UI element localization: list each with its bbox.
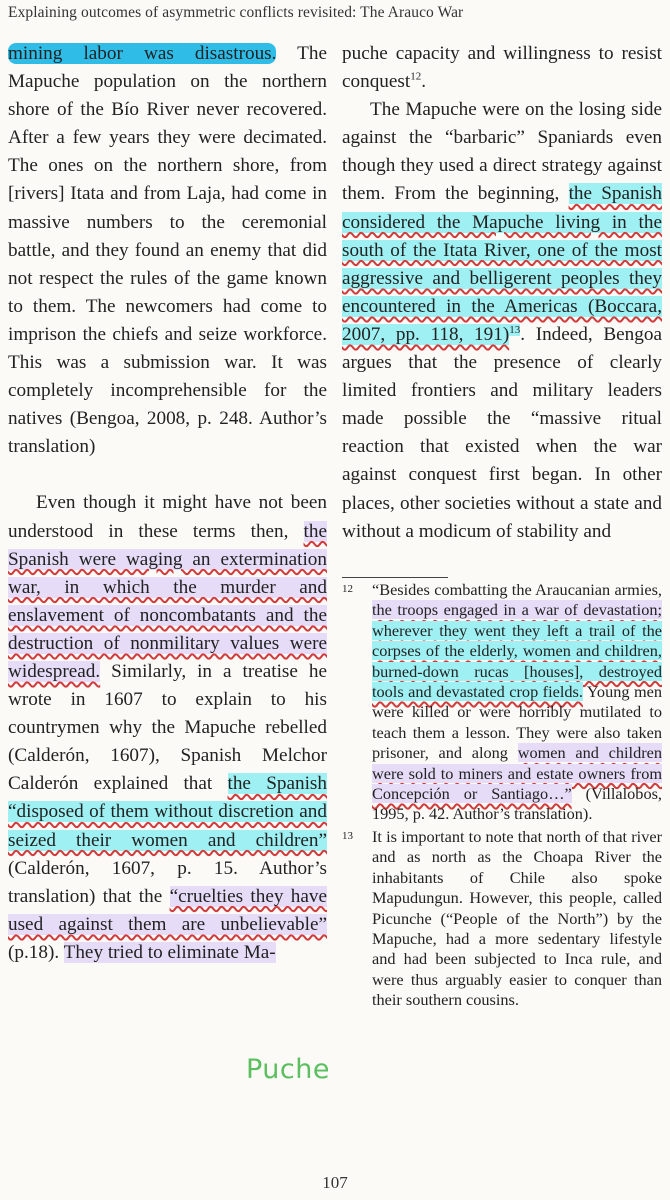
highlight-purple-underlined: “cruelties they have used against them are unbelievable” xyxy=(8,885,327,935)
block-quote xyxy=(8,40,327,461)
plain-text: (Calderón, 1607, p. 15. Author’s translation) that the xyxy=(8,857,327,907)
footnotes xyxy=(342,580,662,1013)
footnote-number: 13 xyxy=(342,829,353,842)
footnote-number: 12 xyxy=(342,583,353,595)
quote-text: The Mapuche population on the northern shore of the Bío River never recovered. After a few years they were decimated. The ones on the northern shore, from [rivers] Itata and from Laja, had come in massive numbers to the ceremonial battle, and they found an enemy that did not respect the rules of the game known to them. The newcomers had come to imprison the chiefs and seize workforce. This was a submission war. It was completely incomprehensible for the natives (Bengoa, 2008, p. 248. Author’s translation) xyxy=(8,43,328,458)
plain-text: The Mapuche were on the losing side against the “barbaric” Spaniards even though they used a direct strategy against them. From the beginning, xyxy=(342,99,662,205)
highlight-purple-underlined: women and children were sold to miners and estate owners from Concepción or Santiago…” xyxy=(372,743,663,804)
running-head: Explaining outcomes of asymmetric conflicts revisited: The Arauco War xyxy=(8,4,464,21)
plain-text: (Villalobos, 1995, p. 42. Author’s translation). xyxy=(372,784,662,824)
plain-text: . xyxy=(421,71,427,93)
footnote-divider xyxy=(342,577,448,578)
plain-text: “Besides combatting the Araucanian armies, xyxy=(372,580,662,599)
footnote-ref[interactable]: 12 xyxy=(410,70,422,83)
plain-text: Similarly, in a treatise he wrote in 1607 to explain to his countrymen why the Mapuche rebelled (Calderón, 1607), Spanish Melchor Calderón explained that xyxy=(8,660,327,795)
footnote-ref[interactable]: 13 xyxy=(509,323,521,336)
body-paragraph xyxy=(342,96,662,546)
body-paragraph xyxy=(342,40,662,96)
plain-text: (p.18). xyxy=(8,941,64,963)
highlight-purple-underlined: the Spanish were waging an extermination war, in which the murder and enslavement of noncombatants and the destruction of nonmilitary values were widespread. xyxy=(8,520,327,682)
left-column xyxy=(8,40,327,967)
highlight-blue-underlined: wherever they went they left a trail of the corpses of the elderly, women and children, burned-down rucas [houses], destroyed tools and devastated crop fields. xyxy=(372,620,662,702)
plain-text: . Indeed, Bengoa argues that the presence of clearly limited frontiers and military leaders made possible the “massive ritual reaction that existed when the war against conquest first began. In other places, other societies without a state and without a modicum of stability and xyxy=(342,323,662,542)
body-paragraph xyxy=(8,489,327,967)
footnote-text: It is important to note that north of that river and as north as the Choapa River the inhabitants of Chile also spoke Mapudungun. However, this people, called Picunche (“People of the North”) by the Mapuche, had a more sedentary lifestyle and had been subjected to Inca rule, and were thus arguably easier to conquer than their southern cousins. xyxy=(372,826,662,1010)
plain-text: puche capacity and willingness to resist conquest xyxy=(342,43,662,93)
plain-text: Young men were killed or were horribly mutilated to teach them a lesson. They were also taken prisoner, and along xyxy=(372,682,662,763)
footnote-12 xyxy=(342,580,662,825)
plain-text: Even though it might have not been understood in these terms then, xyxy=(8,492,327,542)
right-column xyxy=(342,40,662,546)
highlight-purple: They tried to eliminate Ma- xyxy=(63,941,276,963)
page-number: 107 xyxy=(322,1173,348,1192)
highlight-blue-underlined: the Spanish “disposed of them without discretion and seized their women and children” xyxy=(8,773,327,851)
brush-highlight: mining labor was disastrous. xyxy=(8,43,277,64)
handwritten-note: Puche xyxy=(246,1054,330,1085)
highlight-blue-underlined: the Spanish considered the Mapuche living in the south of the Itata River, one of the most aggressive and belligerent peoples they encountered in the Americas (Boccara, 2007, pp. 118, 191) xyxy=(342,183,662,345)
footnote-text xyxy=(372,580,662,825)
highlight-purple-underlined: the troops engaged in a war of devastation; xyxy=(372,600,662,620)
footnote-13 xyxy=(342,827,662,1011)
